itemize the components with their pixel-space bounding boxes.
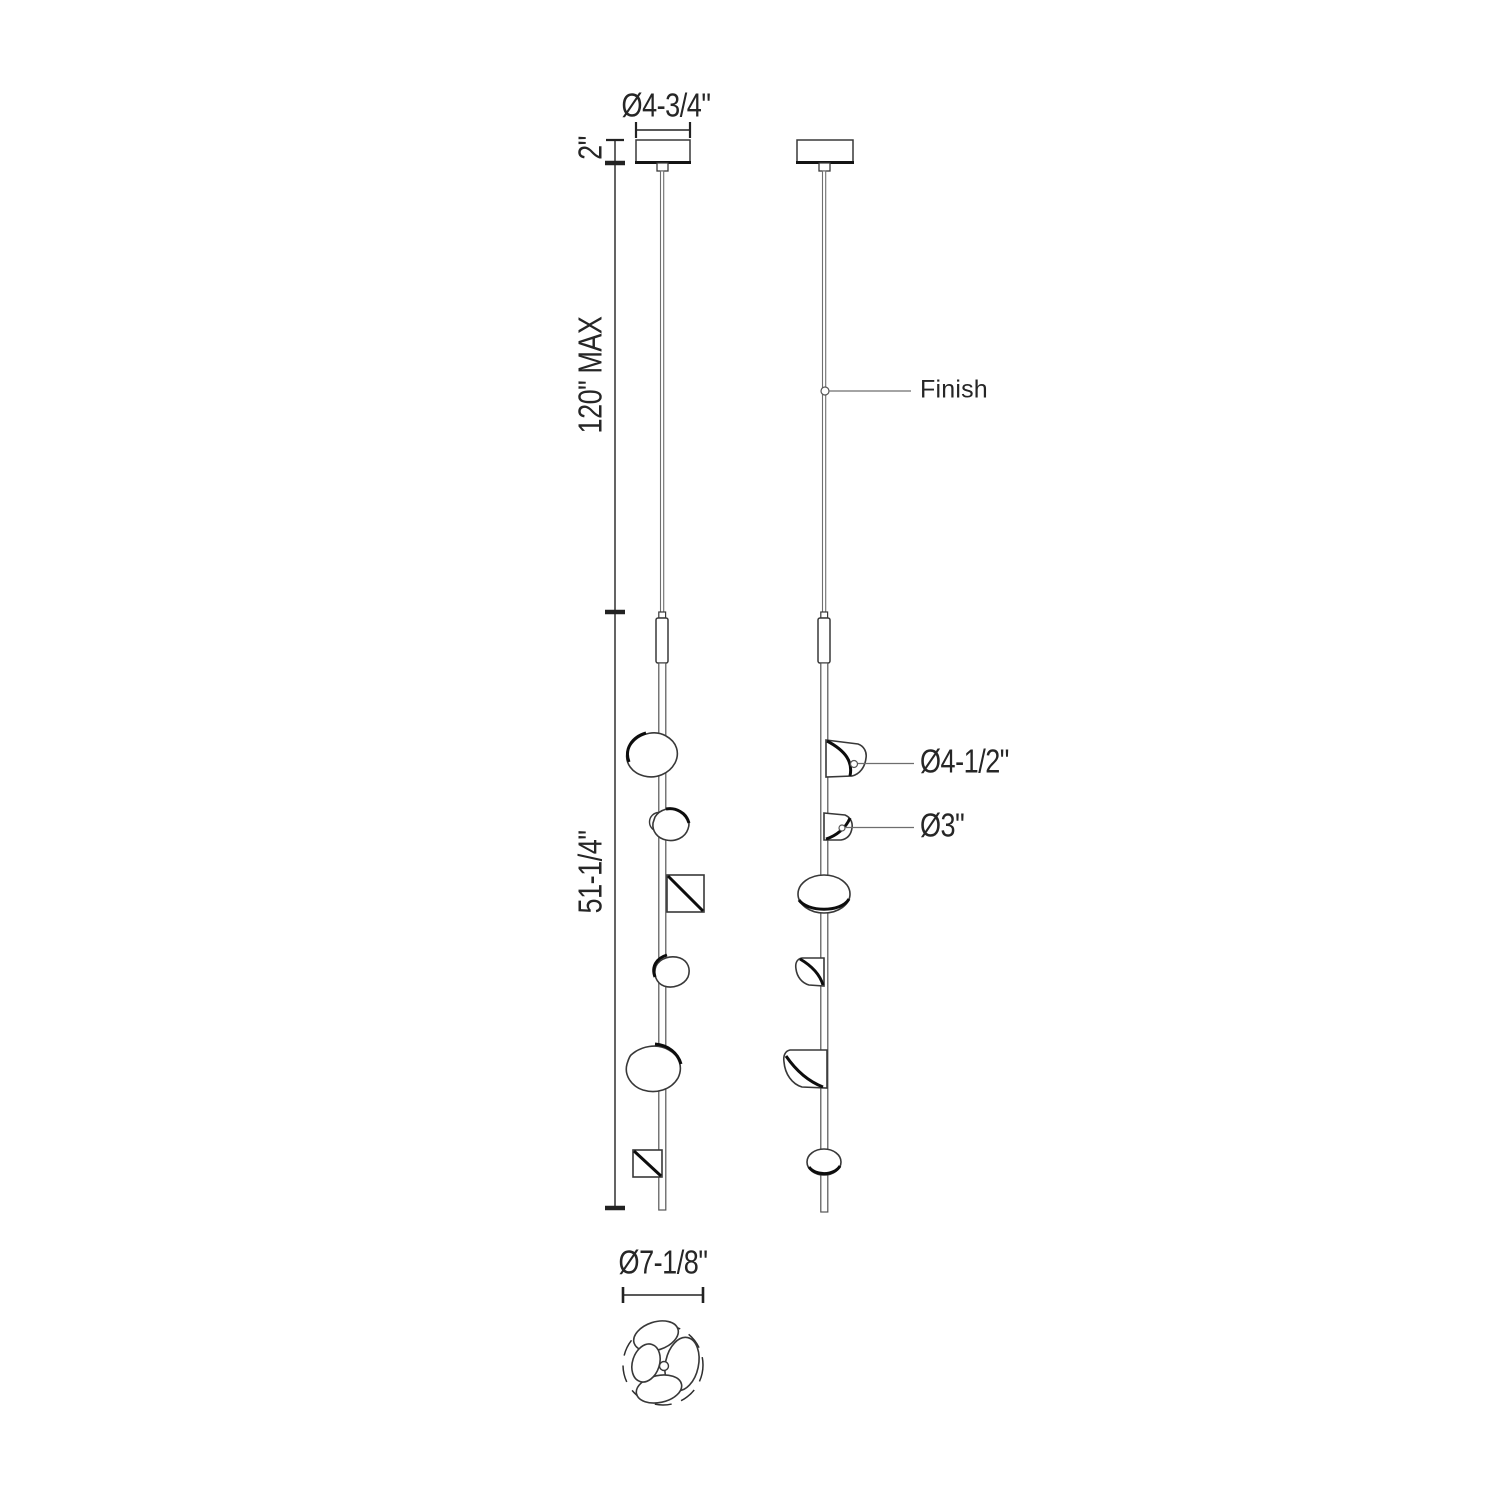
cable-gripper <box>657 163 668 171</box>
dimension-lines <box>605 122 703 1303</box>
finish-callout-label: Finish <box>920 375 988 404</box>
finish-anchor <box>821 387 829 395</box>
connector-nipple <box>821 612 828 618</box>
connector-body <box>818 618 830 663</box>
shade-large-diameter-label: Ø4-1/2" <box>920 742 1009 780</box>
canopy-diameter-label: Ø4-3/4" <box>621 86 711 124</box>
side-view <box>784 140 866 1212</box>
canopy-height-label: 2" <box>571 136 609 160</box>
square-shade-left <box>633 1150 662 1177</box>
cable-gripper <box>819 163 830 171</box>
shade-profile-large <box>826 740 866 777</box>
pebble-ellipse-large <box>798 875 850 913</box>
shade-small-diameter-label: Ø3" <box>920 806 965 844</box>
shade-profile-small <box>824 813 852 840</box>
pebble-shade-2 <box>650 809 690 841</box>
callout-anchor-small <box>839 825 845 831</box>
bottom-view <box>623 1316 704 1407</box>
pebble-ellipse-small <box>807 1149 841 1175</box>
plan-center-hub <box>660 1362 669 1371</box>
canopy <box>797 140 853 162</box>
pebble-shade-3 <box>654 955 689 987</box>
shade-profile-left-large <box>784 1050 827 1088</box>
connector-nipple <box>659 612 666 618</box>
bottom-diameter-label: Ø7-1/8" <box>618 1243 708 1281</box>
connector-body <box>656 618 668 663</box>
pebble-shade-1 <box>627 733 678 777</box>
shade-profile-left-small <box>796 958 824 986</box>
pebble-shade-4 <box>626 1044 681 1092</box>
square-shade-right <box>667 875 704 912</box>
fixture-length-label: 51-1/4" <box>571 830 609 914</box>
canopy <box>636 140 690 162</box>
callout-anchor-large <box>851 761 858 768</box>
suspension-cable <box>661 171 664 612</box>
front-view <box>626 140 704 1210</box>
suspension-max-label: 120" MAX <box>571 316 609 434</box>
